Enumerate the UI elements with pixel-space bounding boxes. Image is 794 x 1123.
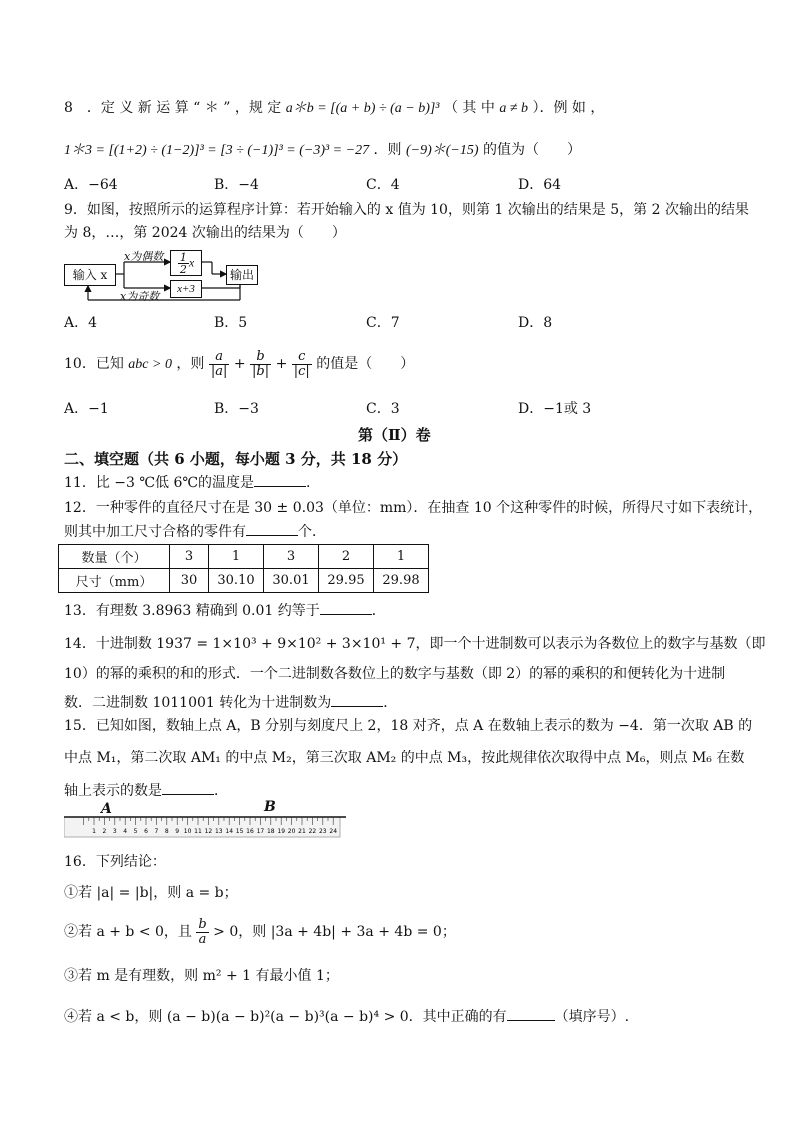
- ruler-tick-label: 3: [112, 828, 117, 835]
- q8-intro: 8 ．定 义 新 运 算 “ ＊ ” ，规 定: [64, 100, 282, 116]
- ruler-tick-label: 24: [329, 828, 338, 835]
- q10-options: [64, 398, 744, 418]
- q8-expression: (−9)＊(−15): [405, 143, 479, 158]
- q15-number-line-ruler: [64, 799, 346, 839]
- q16-title: 16．下列结论：: [64, 854, 166, 870]
- q10-option-c[interactable]: C．3: [366, 401, 400, 417]
- q12-line-2: 则其中加工尺寸合格的零件有 个．: [64, 521, 326, 542]
- table-cell: 30: [170, 569, 209, 593]
- table-cell: 30.01: [264, 569, 319, 593]
- table-cell: 29.98: [374, 569, 429, 593]
- q15-line-2: 中点 M₁，第二次取 AM₁ 的中点 M₂，第三次取 AM₂ 的中点 M₃，按此规律依次取得中点 M₆，则点 M₆ 在数: [64, 750, 745, 766]
- ruler-tick-label: 13: [214, 828, 223, 835]
- ruler-tick-label: 5: [133, 828, 138, 835]
- q8-option-a[interactable]: A．−64: [64, 177, 118, 193]
- point-a-label: A: [101, 801, 112, 817]
- q8-options: [64, 174, 744, 194]
- part2-title: 二、填空题（共 6 小题，每小题 3 分，共 18 分）: [64, 450, 408, 468]
- q10-option-b[interactable]: B．−3: [214, 401, 259, 417]
- ruler-tick-label: 10: [183, 828, 192, 835]
- table-header-quantity: 数量（个）: [59, 545, 170, 569]
- ruler-tick-label: 8: [164, 828, 169, 835]
- ruler-tick-label: 12: [204, 828, 213, 835]
- q16-fraction: $\frac{b}{a}$: [198, 916, 207, 947]
- q13-line: 13．有理数 3.8963 精确到 0.01 约等于 ．: [64, 600, 386, 621]
- q9-line-2: 为 8，…，第 2024 次输出的结果为（ ）: [64, 225, 346, 241]
- table-cell: 1: [374, 545, 429, 569]
- q8-option-c[interactable]: C．4: [366, 177, 400, 193]
- q8-then: ．则: [373, 142, 402, 158]
- ruler-tick-label: 18: [266, 828, 275, 835]
- table-header-size: 尺寸（mm）: [59, 569, 170, 593]
- flow-odd-label: x为奇数: [120, 290, 160, 303]
- q15-answer-blank[interactable]: [162, 780, 214, 795]
- ruler-tick-label: 2: [102, 828, 107, 835]
- q14-answer-blank[interactable]: [331, 692, 383, 707]
- q9-option-c[interactable]: C．7: [366, 315, 400, 331]
- q8-option-b[interactable]: B．−4: [214, 177, 259, 193]
- q8-example: 1＊3 = [(1+2) ÷ (1−2)]³ = [3 ÷ (−1)]³ = (−3)³ = −27: [64, 143, 370, 158]
- q9-options: [64, 312, 744, 332]
- q10-condition: abc > 0: [128, 357, 172, 372]
- flow-output-box: 输出: [226, 265, 258, 285]
- q9-option-a[interactable]: A．4: [64, 315, 98, 331]
- q8-example-label: ）．例 如 ，: [532, 100, 605, 116]
- q9-flowchart: [64, 248, 264, 304]
- flow-even-label: x为偶数: [124, 250, 164, 263]
- q8-line-2: [64, 140, 581, 161]
- ruler-tick-label: 16: [246, 828, 254, 835]
- table-cell: 3: [264, 545, 319, 569]
- q10-fraction-c: $\frac{c}{|c|}$: [293, 348, 310, 379]
- ruler-tick-label: 6: [144, 828, 148, 835]
- q8-condition-open: （ 其 中: [443, 100, 495, 116]
- ruler-tick-label: 23: [318, 828, 327, 835]
- q10-line: 10．已知 abc > 0 ，则 $\frac{a}{|a|}$ + $\frac{b}{|b|}$ + $\frac{c}{|c|}$ 的值是（ ）: [64, 348, 415, 379]
- q9-line-1: 9．如图，按照所示的运算程序计算：若开始输入的 x 值为 10，则第 1 次输出的结果是 5，第 2 次输出的结果: [64, 202, 749, 218]
- q12-answer-blank[interactable]: [246, 521, 298, 536]
- q13-answer-blank[interactable]: [320, 600, 372, 615]
- q11-answer-blank[interactable]: [254, 472, 306, 487]
- q15-line-3: 轴上表示的数是 ．: [64, 780, 228, 801]
- q9-option-b[interactable]: B．5: [214, 315, 248, 331]
- point-b-label: B: [264, 799, 276, 815]
- q14-line-1: 14．十进制数 1937 = 1×10³ + 9×10² + 3×10¹ + 7，即一个十进制数可以表示为各数位上的数字与基数（即: [64, 636, 766, 652]
- q14-line-2: 10）的幂的乘积的和的形式．一个二进制数各数位上的数字与基数（即 2）的幂的乘积的和便转化为十进制: [64, 666, 726, 682]
- half-fraction: $\frac{1}{2}$: [179, 251, 187, 276]
- ruler-tick-label: 9: [175, 828, 180, 835]
- table-row: [59, 545, 429, 569]
- ruler-tick-label: 22: [308, 828, 317, 835]
- q16-statement-2: ②若 a + b < 0，且 $\frac{b}{a}$ > 0，则 |3a + 4b| + 3a + 4b = 0；: [64, 916, 456, 947]
- table-cell: 3: [170, 545, 209, 569]
- q12-line-1: 12．一种零件的直径尺寸在是 30 ± 0.03（单位：mm）．在抽查 10 个这种零件的时候，所得尺寸如下表统计，: [64, 500, 763, 516]
- ruler-tick-label: 14: [225, 828, 234, 835]
- q8-condition: a ≠ b: [499, 101, 529, 116]
- q8-option-d[interactable]: D．64: [518, 177, 562, 193]
- q15-line-1: 15．已知如图，数轴上点 A，B 分别与刻度尺上 2，18 对齐，点 A 在数轴上表示的数为 −4．第一次取 AB 的: [64, 718, 753, 734]
- q11-line: 11．比 −3 ℃低 6℃的温度是 .: [64, 472, 311, 493]
- q16-statement-3: ③若 m 是有理数，则 m² + 1 有最小值 1；: [64, 968, 339, 984]
- flow-half-box: $\frac{1}{2}$ x: [170, 250, 202, 276]
- q10-option-a[interactable]: A．−1: [64, 401, 109, 417]
- q10-suffix: 的值是（ ）: [316, 356, 415, 372]
- ruler-tick-label: 21: [298, 828, 306, 835]
- q9-option-d[interactable]: D．8: [518, 315, 553, 331]
- q16-answer-blank[interactable]: [507, 1006, 555, 1021]
- q10-fraction-a: $\frac{a}{|a|}$: [210, 348, 228, 379]
- q16-statement-1: ①若 |a| = |b|，则 a = b；: [64, 885, 238, 901]
- q8-line-1: [64, 98, 604, 119]
- ruler-tick-label: 19: [277, 828, 286, 835]
- table-cell: 29.95: [319, 569, 374, 593]
- q12-table: [58, 544, 429, 593]
- table-row: [59, 569, 429, 593]
- q10-option-d[interactable]: D．−1或 3: [518, 401, 592, 417]
- table-cell: 1: [209, 545, 264, 569]
- section-title: 第（Ⅱ）卷: [358, 426, 431, 444]
- q8-definition: a＊b = [(a + b) ÷ (a − b)]³: [285, 101, 440, 116]
- q10-fraction-b: $\frac{b}{|b|}$: [252, 348, 270, 379]
- q10-mid: ，则: [176, 356, 205, 372]
- ruler-tick-label: 11: [194, 828, 202, 835]
- ruler-tick-label: 7: [154, 828, 159, 835]
- ruler-tick-label: 20: [287, 828, 296, 835]
- q16-statement-4: ④若 a < b，则 (a − b)(a − b)²(a − b)³(a − b)⁴ > 0．其中正确的有 （填序号）.: [64, 1006, 629, 1027]
- table-cell: 2: [319, 545, 374, 569]
- flow-input-box: 输入 x: [64, 264, 116, 286]
- table-cell: 30.10: [209, 569, 264, 593]
- q10-prefix: 10．已知: [64, 356, 124, 372]
- ruler-tick-label: 15: [235, 828, 244, 835]
- ruler-tick-label: 17: [256, 828, 265, 835]
- ruler-tick-label: 4: [123, 828, 128, 835]
- q8-ask: 的值为（ ）: [482, 142, 581, 158]
- ruler-tick-label: 1: [92, 828, 96, 835]
- flow-plus3-box: x+3: [170, 280, 202, 298]
- q14-line-3: 数．二进制数 1011001 转化为十进制数为 ．: [64, 692, 397, 713]
